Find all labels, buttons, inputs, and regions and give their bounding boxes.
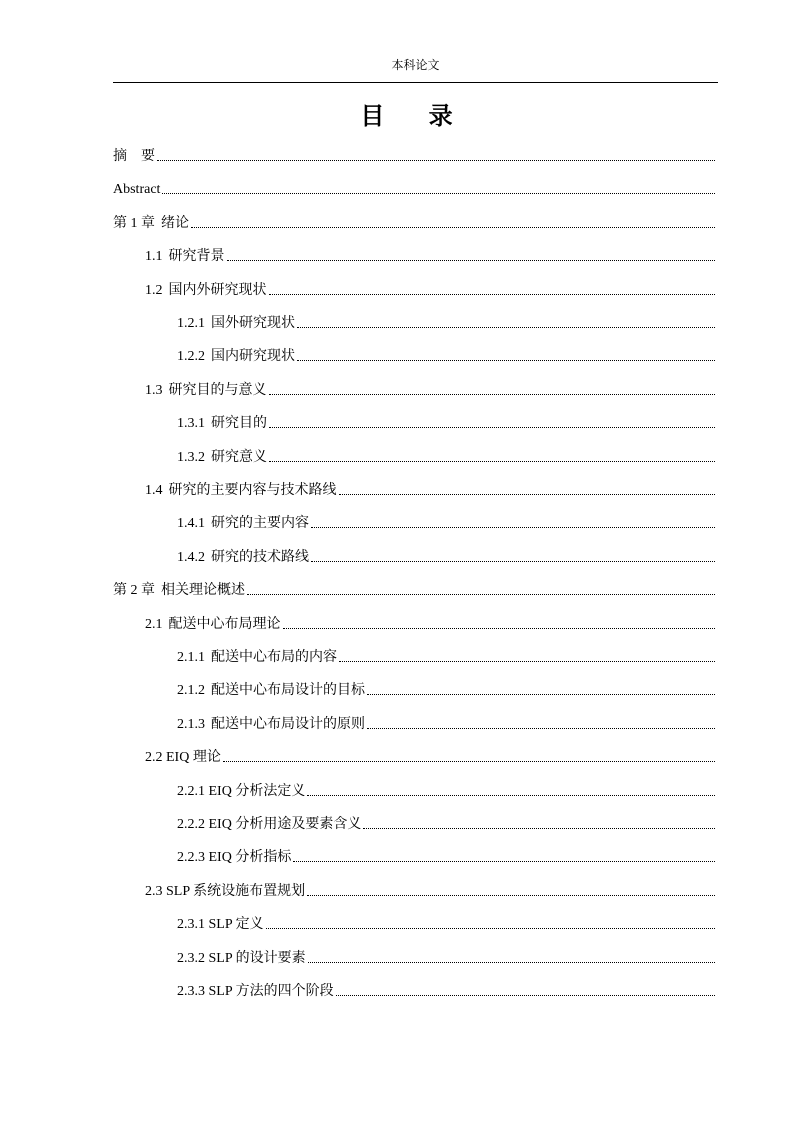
toc-entry-label [145, 882, 305, 902]
toc-entry[interactable] [177, 448, 715, 468]
page-title: 目 录 [360, 102, 471, 130]
toc-dot-leader [297, 347, 715, 361]
header-text: 本科论文 [391, 58, 440, 72]
toc-entry-label [177, 715, 365, 735]
toc-dot-leader [293, 848, 715, 862]
toc-entry-number: 1.1 [145, 249, 163, 265]
toc-entry-text: 国内外研究现状 [168, 282, 267, 298]
toc-entry-text: 2.2 EIQ 理论 [145, 750, 221, 766]
toc-entry-label [113, 180, 160, 200]
toc-entry-number: 1.2.2 [177, 349, 205, 365]
toc-entry-text: 研究目的与意义 [168, 382, 267, 398]
toc-entry-text: 配送中心布局设计的目标 [211, 683, 365, 699]
toc-entry-text: 研究意义 [211, 449, 267, 465]
toc-entry-label [177, 314, 295, 334]
toc-entry-label [177, 815, 361, 835]
toc-dot-leader [297, 314, 715, 328]
toc-entry-text: 研究背景 [168, 249, 225, 265]
toc-entry[interactable] [145, 481, 715, 501]
toc-entry[interactable] [177, 949, 715, 969]
toc-dot-leader [191, 214, 715, 228]
toc-entry-text: 配送中心布局理论 [168, 616, 281, 632]
toc-entry-label [177, 347, 295, 367]
toc-entry-label [113, 581, 245, 601]
toc-entry-label [177, 949, 306, 969]
toc-dot-leader [269, 381, 716, 395]
toc-entry[interactable] [177, 782, 715, 802]
toc-entry[interactable] [113, 147, 715, 167]
toc-dot-leader [367, 681, 715, 695]
toc-entry[interactable] [177, 982, 715, 1002]
toc-entry-text: 2.2.2 EIQ 分析用途及要素含义 [177, 817, 362, 832]
toc-dot-leader [223, 748, 715, 762]
toc-entry-number: 1.4.1 [177, 516, 205, 532]
toc-entry-number: 2.1.3 [177, 716, 205, 732]
toc-dot-leader [308, 949, 715, 963]
toc-entry[interactable] [177, 514, 715, 534]
toc-entry-label [113, 214, 189, 234]
toc-entry-label [177, 448, 267, 468]
toc-entry[interactable] [177, 347, 715, 367]
toc-entry-text: 2.3.3 SLP 方法的四个阶段 [177, 984, 334, 999]
toc-entry-number: 1.2.1 [177, 316, 205, 331]
toc-entry-label [177, 848, 291, 868]
toc-dot-leader [339, 648, 715, 662]
toc-entry-text: 2.3 SLP 系统设施布置规划 [145, 883, 306, 899]
toc-dot-leader [269, 448, 715, 462]
toc-entry-label [177, 414, 267, 434]
toc-dot-leader [311, 514, 715, 528]
toc-entry[interactable] [177, 681, 715, 701]
toc-entry-label [177, 648, 337, 668]
toc-entry-text: 研究目的 [211, 416, 267, 432]
toc-dot-leader [269, 414, 715, 428]
toc-entry-text: 研究的主要内容与技术路线 [168, 483, 337, 498]
toc-entry-number: 1.3 [145, 382, 163, 398]
toc-entry-text: 2.3.1 SLP 定义 [177, 917, 264, 933]
toc-entry-number: 2.1 [145, 616, 163, 632]
toc-dot-leader [307, 782, 715, 796]
toc-entry-number: 第 1 章 [113, 215, 155, 231]
toc-dot-leader [336, 982, 715, 996]
toc-entry-label [113, 147, 155, 167]
toc-entry[interactable] [177, 848, 715, 868]
toc-entry-label [145, 381, 267, 401]
toc-dot-leader [269, 281, 716, 295]
toc-entry-number: 1.3.1 [177, 416, 205, 432]
toc-entry-number: 1.4 [145, 483, 163, 498]
toc-entry[interactable] [145, 748, 715, 768]
toc-dot-leader [227, 247, 716, 261]
toc-entry[interactable] [177, 548, 715, 568]
toc-entry[interactable] [177, 314, 715, 334]
toc-entry-text: Abstract [113, 182, 161, 198]
toc-entry-number: 2.1.2 [177, 683, 205, 699]
toc-entry[interactable] [145, 615, 715, 635]
toc-entry[interactable] [177, 915, 715, 935]
toc-entry-text: 研究的主要内容 [211, 516, 309, 532]
toc-entry-number: 1.4.2 [177, 549, 205, 565]
toc-entry-text: 相关理论概述 [161, 583, 245, 599]
toc-entry-label [145, 481, 337, 501]
toc-dot-leader [162, 180, 715, 194]
toc-entry-number: 1.3.2 [177, 449, 205, 465]
toc-entry[interactable] [145, 882, 715, 902]
toc-dot-leader [339, 481, 716, 495]
toc-entry-number: 1.2 [145, 282, 163, 298]
toc-entry-text: 2.2.1 EIQ 分析法定义 [177, 783, 306, 799]
toc-dot-leader [363, 815, 715, 829]
toc-entry[interactable] [145, 281, 715, 301]
toc-entry-label [177, 915, 264, 935]
toc-entry[interactable] [113, 180, 715, 200]
toc-entry-label [177, 548, 309, 568]
toc-entry-number: 2.1.1 [177, 650, 205, 665]
toc-dot-leader [266, 915, 715, 929]
toc-dot-leader [307, 882, 715, 896]
toc-entry-label [145, 615, 281, 635]
toc-entry[interactable] [177, 715, 715, 735]
toc-entry[interactable] [145, 381, 715, 401]
toc-entry-label [177, 681, 365, 701]
toc-entry[interactable] [113, 581, 715, 601]
toc-entry-label [177, 514, 309, 534]
toc-entry-text: 研究的技术路线 [211, 549, 309, 565]
toc-entry-label [177, 982, 334, 1002]
toc-dot-leader [367, 715, 715, 729]
toc-entry-text: 2.3.2 SLP 的设计要素 [177, 950, 306, 966]
toc-entry-text: 摘 要 [113, 149, 155, 164]
toc-entry-text: 2.2.3 EIQ 分析指标 [177, 850, 292, 866]
toc-dot-leader [247, 581, 715, 595]
toc-entry[interactable] [177, 648, 715, 668]
toc-entry-label [145, 281, 267, 301]
toc-entry[interactable] [177, 414, 715, 434]
toc-entry-number: 第 2 章 [113, 583, 155, 599]
toc-entry[interactable] [177, 815, 715, 835]
toc-entry-label [177, 782, 305, 802]
toc-entry-text: 配送中心布局的内容 [211, 650, 337, 665]
toc-entry-text: 配送中心布局设计的原则 [211, 716, 365, 732]
toc-entry-label [145, 247, 225, 267]
toc-entry-text: 国内研究现状 [211, 349, 295, 365]
toc-dot-leader [311, 548, 715, 562]
toc-entry-text: 绪论 [161, 215, 189, 231]
toc-entry[interactable] [145, 247, 715, 267]
toc-dot-leader [157, 147, 715, 161]
toc-dot-leader [283, 615, 716, 629]
toc-entry[interactable] [113, 214, 715, 234]
toc-entry-text: 国外研究现状 [211, 316, 295, 331]
toc-entry-label [145, 748, 221, 768]
